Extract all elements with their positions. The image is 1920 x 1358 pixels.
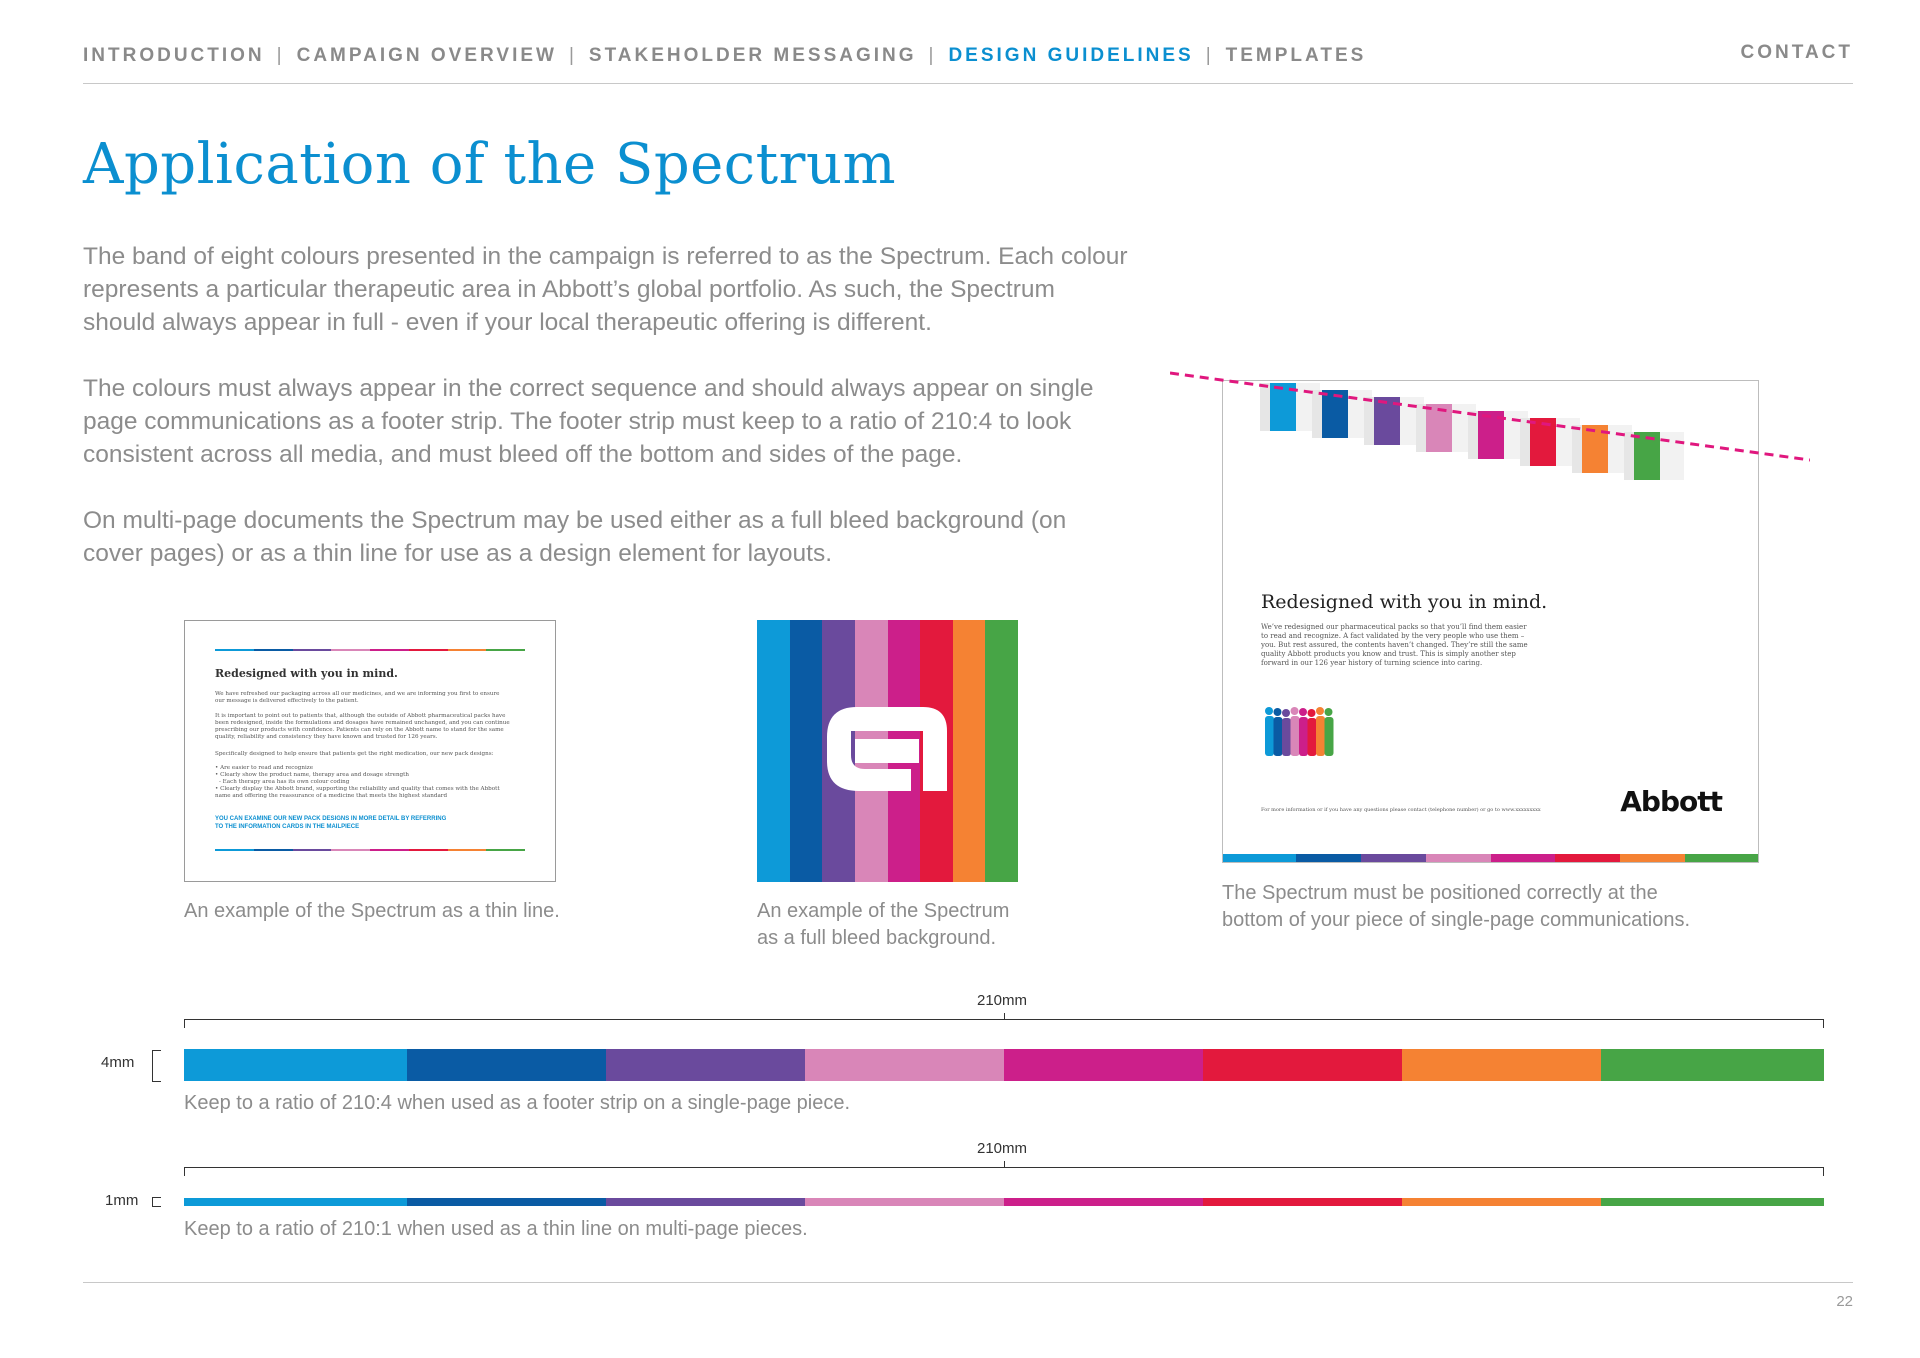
spectrum-band <box>1426 854 1491 862</box>
spectrum-band <box>293 849 332 851</box>
thin-example-bullet: • Clearly show the product name, therapy area and dosage strength <box>215 772 409 778</box>
spectrum-band <box>409 649 448 651</box>
spectrum-band <box>1296 854 1361 862</box>
person-silhouette <box>1274 708 1283 756</box>
spectrum-band <box>1223 854 1296 862</box>
thin-line-bottom <box>215 849 525 851</box>
person-silhouette <box>1291 707 1300 756</box>
page-number: 22 <box>1836 1293 1853 1310</box>
thin-example-body-3: Specifically designed to help ensure that patients get the right medication, our new pack designs: <box>215 751 494 757</box>
thin-example-body-2: It is important to point out to patients that, although the outside of Abbott pharmaceutical packs have been redesigned, inside the formulations and dosages have remained unchanged, and you can continue prescribing our products with confidence. Patients can rely on the Abbott name to stand for the same quality, reliability and consistency they have known and trusted for 126 years. <box>215 713 510 740</box>
spectrum-band <box>409 849 448 851</box>
spectrum-band <box>293 649 332 651</box>
spectrum-band <box>1685 854 1758 862</box>
spectrum-band <box>254 649 293 651</box>
nav-campaign-overview[interactable]: CAMPAIGN OVERVIEW <box>296 45 557 66</box>
spectrum-band <box>370 649 409 651</box>
header-divider <box>83 83 1853 84</box>
spectrum-band <box>985 620 1018 882</box>
thin-line-top <box>215 649 525 651</box>
spectrum-band <box>790 620 823 882</box>
thin-example-heading: Redesigned with you in mind. <box>215 667 398 680</box>
spectrum-band <box>1004 1049 1203 1081</box>
dimension-tick <box>1823 1167 1824 1176</box>
single-page-caption-line: The Spectrum must be positioned correctly at the <box>1222 882 1658 904</box>
spectrum-band <box>254 849 293 851</box>
thin-ratio-caption: Keep to a ratio of 210:1 when used as a thin line on multi-page pieces. <box>184 1218 808 1240</box>
intro-paragraph: The band of eight colours presented in the campaign is referred to as the Spectrum. Each colour represents a particular therapeutic area in Abbott’s global portfolio. As such, the Spectrum should always appear in full - even if your local therapeutic offering is different. <box>83 243 1128 336</box>
multi-page-paragraph: On multi-page documents the Spectrum may be used either as a full bleed background (on cover pages) or as a thin line for use as a design element for layouts. <box>83 507 1067 567</box>
dimension-tick <box>1004 1013 1005 1020</box>
person-silhouette <box>1299 708 1308 756</box>
people-silhouettes-icon <box>1261 703 1335 759</box>
single-page-footer-text: For more information or if you have any questions please contact (telephone number) or go to www.xxxxxxxxx <box>1261 807 1541 813</box>
person-silhouette <box>1265 707 1274 756</box>
footer-height-bracket <box>152 1050 161 1082</box>
spectrum-band <box>184 1049 407 1081</box>
spectrum-band <box>757 620 790 882</box>
spectrum-band <box>184 1198 407 1206</box>
spectrum-band <box>1203 1198 1402 1206</box>
single-page-body: We’ve redesigned our pharmaceutical packs so that you’ll find them easier to read and recognize. A fact validated by the very people who use them – you. But rest assured, the contents haven’t changed. They’re still the same quality Abbott products you know and trust. This is simply another step forward in our 126 year history of turning science into caring. <box>1261 623 1528 667</box>
spectrum-band <box>1620 854 1685 862</box>
spectrum-band <box>1361 854 1426 862</box>
spectrum-band <box>1601 1049 1824 1081</box>
spectrum-band <box>370 849 409 851</box>
nav-templates[interactable]: TEMPLATES <box>1225 45 1367 66</box>
spectrum-band <box>486 849 525 851</box>
person-silhouette <box>1282 709 1291 756</box>
thin-line-example <box>184 620 556 882</box>
footer-ratio-caption: Keep to a ratio of 210:4 when used as a footer strip on a single-page piece. <box>184 1092 850 1114</box>
dimension-tick <box>1004 1161 1005 1168</box>
nav-separator: | <box>276 45 285 66</box>
nav-separator: | <box>928 45 937 66</box>
full-bleed-caption-line: An example of the Spectrum <box>757 900 1010 922</box>
thin-example-bullet: • Clearly display the Abbott brand, supporting the reliability and quality that comes with the Abbott name and offering the reassurance of a medicine that meets the highest standard <box>215 786 500 799</box>
single-page-caption-line: bottom of your piece of single-page communications. <box>1222 909 1691 931</box>
footer-strip-paragraph: The colours must always appear in the correct sequence and should always appear on single page communications as a footer strip. The footer strip must keep to a ratio of 210:4 to look consistent across all media, and must bleed off the bottom and sides of the page. <box>83 375 1094 468</box>
spectrum-band <box>1491 854 1556 862</box>
thin-line-sample <box>184 1198 1824 1206</box>
spectrum-band <box>606 1049 805 1081</box>
nav-contact[interactable]: CONTACT <box>1740 42 1853 63</box>
spectrum-band <box>1004 1198 1203 1206</box>
full-bleed-caption <box>757 898 1009 952</box>
spectrum-band <box>805 1049 1004 1081</box>
dimension-tick <box>184 1019 185 1028</box>
spectrum-band <box>448 849 487 851</box>
thin-height-bracket <box>152 1197 161 1207</box>
spectrum-band <box>448 649 487 651</box>
thin-example-bullet: - Each therapy area has its own colour coding <box>219 779 350 785</box>
abbott-wordmark: Abbott <box>1620 785 1722 818</box>
spectrum-band <box>1203 1049 1402 1081</box>
footer-strip-sample <box>184 1049 1824 1081</box>
full-bleed-caption-line: as a full bleed background. <box>757 927 997 949</box>
spectrum-band <box>953 620 986 882</box>
thin-width-label: 210mm <box>977 1140 1028 1157</box>
footer-divider <box>83 1282 1853 1283</box>
single-page-footer-strip <box>1223 854 1758 862</box>
dimension-tick <box>1823 1019 1824 1028</box>
footer-height-label: 4mm <box>101 1054 135 1071</box>
spectrum-band <box>215 649 254 651</box>
person-silhouette <box>1325 708 1334 756</box>
nav-separator: | <box>1205 45 1214 66</box>
pack-boxes-illustration <box>1170 365 1810 495</box>
spectrum-band <box>331 849 370 851</box>
spectrum-band <box>215 849 254 851</box>
single-page-caption <box>1222 880 1690 934</box>
spectrum-band <box>1601 1198 1824 1206</box>
spectrum-band <box>407 1049 606 1081</box>
thin-example-body-1: We have refreshed our packaging across all our medicines, and we are informing you first to ensure our message is delivered effectively to the patient. <box>215 691 500 704</box>
single-page-heading: Redesigned with you in mind. <box>1261 591 1548 613</box>
nav-introduction[interactable]: INTRODUCTION <box>83 45 265 66</box>
spectrum-band <box>407 1198 606 1206</box>
nav-separator: | <box>568 45 577 66</box>
spectrum-band <box>1402 1198 1601 1206</box>
spectrum-band <box>331 649 370 651</box>
dimension-tick <box>184 1167 185 1176</box>
footer-width-label: 210mm <box>977 992 1028 1009</box>
person-silhouette <box>1316 707 1325 756</box>
thin-example-bullet: • Are easier to read and recognize <box>215 765 314 771</box>
spectrum-band <box>1402 1049 1601 1081</box>
nav-design-guidelines[interactable]: DESIGN GUIDELINES <box>948 45 1194 66</box>
thin-line-caption: An example of the Spectrum as a thin line. <box>184 900 560 922</box>
spectrum-band <box>805 1198 1004 1206</box>
abbott-logo-icon <box>827 707 947 791</box>
spectrum-band <box>1555 854 1620 862</box>
thin-height-label: 1mm <box>105 1192 139 1209</box>
person-silhouette <box>1308 709 1317 756</box>
spectrum-band <box>606 1198 805 1206</box>
nav-stakeholder-messaging[interactable]: STAKEHOLDER MESSAGING <box>588 45 917 66</box>
page-title: Application of the Spectrum <box>83 132 897 197</box>
thin-example-cta: YOU CAN EXAMINE OUR NEW PACK DESIGNS IN MORE DETAIL BY REFERRING TO THE INFORMATION CARDS IN THE MAILPIECE <box>215 816 447 830</box>
top-navigation <box>83 42 1853 70</box>
spectrum-band <box>486 649 525 651</box>
